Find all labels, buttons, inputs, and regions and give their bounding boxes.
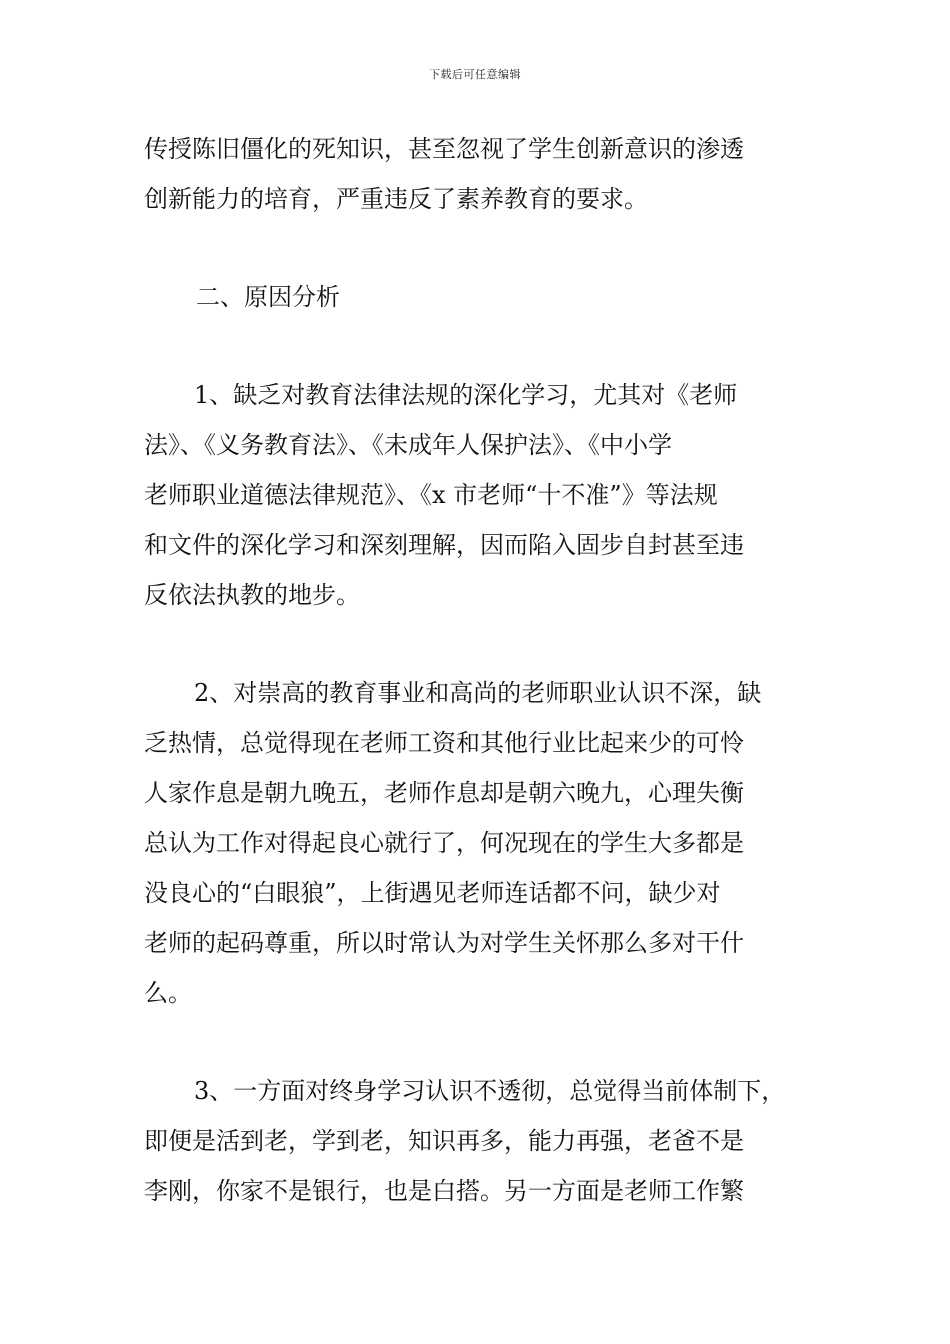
text-line: 人家作息是朝九晚五，老师作息却是朝六晚九，心理失衡 <box>144 779 744 807</box>
text-line: 反依法执教的地步。 <box>144 581 360 609</box>
text-line: 老师职业道德法律规范》、《x 市老师“十不准”》等法规 <box>144 481 718 509</box>
text-line: 李刚，你家不是银行，也是白搭。另一方面是老师工作繁 <box>144 1177 744 1205</box>
section-title: 二、原因分析 <box>196 283 340 311</box>
paragraph-1 <box>144 370 816 620</box>
text-line: 法》、《义务教育法》、《未成年人保护法》、《中小学 <box>144 431 672 459</box>
text-line: 么。 <box>144 979 192 1007</box>
text-line: 1、缺乏对教育法律法规的深化学习，尤其对《老师 <box>194 381 738 409</box>
header-note: 下载后可任意编辑 <box>429 68 521 81</box>
text-line: 2、对崇高的教育事业和高尚的老师职业认识不深，缺 <box>194 679 762 707</box>
text-line: 和文件的深化学习和深刻理解，因而陷入固步自封甚至违 <box>144 531 744 559</box>
text-line: 总认为工作对得起良心就行了，何况现在的学生大多都是 <box>144 829 744 857</box>
text-line: 传授陈旧僵化的死知识，甚至忽视了学生创新意识的渗透 <box>144 135 744 163</box>
text-line: 乏热情，总觉得现在老师工资和其他行业比起来少的可怜 <box>144 729 744 757</box>
text-line: 没良心的“白眼狼”，上街遇见老师连话都不问，缺少对 <box>144 879 721 907</box>
paragraph-3 <box>144 1066 816 1216</box>
text-line: 3、一方面对终身学习认识不透彻，总觉得当前体制下， <box>194 1077 786 1105</box>
paragraph-continuation <box>144 124 816 224</box>
text-line: 即便是活到老，学到老，知识再多，能力再强，老爸不是 <box>144 1127 744 1155</box>
section-heading <box>144 272 816 322</box>
paragraph-2 <box>144 668 816 1018</box>
text-line: 创新能力的培育，严重违反了素养教育的要求。 <box>144 185 648 213</box>
document-body <box>144 124 816 1216</box>
text-line: 老师的起码尊重，所以时常认为对学生关怀那么多对干什 <box>144 929 744 957</box>
